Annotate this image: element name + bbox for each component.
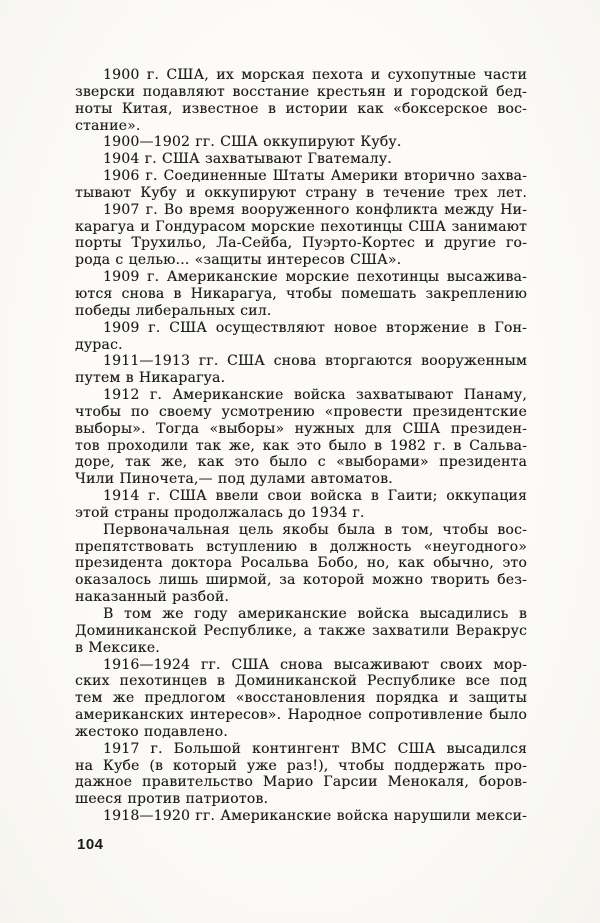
text-line: доре, так же, как это было с «выборами» президента [75, 454, 527, 471]
text-line: Доминиканской Республике, а также захватили Веракрус [75, 622, 527, 639]
text-line: карагуа и Гондурасом морские пехотинцы США занимают [75, 218, 527, 235]
text-line: ются снова в Никарагуа, чтобы помешать закреплению [75, 285, 527, 302]
text-line: 1917 г. Большой контингент ВМС США высадился [103, 740, 527, 757]
text-line: этой страны продолжалась до 1934 г. [75, 504, 365, 521]
text-line: 1906 г. Соединенные Штаты Америки вторично захва- [103, 168, 527, 185]
text-line: путем в Никарагуа. [75, 370, 226, 387]
text-line: 1916—1924 гг. США снова высаживают своих мор- [103, 656, 527, 673]
text-line: стание». [75, 117, 141, 134]
page-text-block [75, 67, 527, 825]
text-line: 1909 г. Американские морские пехотинцы высажива- [103, 269, 527, 286]
text-line: наказанный разбой. [75, 589, 230, 606]
text-line: порты Трухильо, Ла-Сейба, Пуэрто-Кортес и другие го- [75, 235, 527, 252]
text-line: дажное правительство Марио Гарсии Менокаля, боров- [75, 774, 527, 791]
text-line: победы либеральных сил. [75, 302, 272, 319]
text-line: в Мексике. [75, 639, 160, 656]
text-line: 1900 г. США, их морская пехота и сухопутные части [103, 67, 527, 83]
text-line: препятствовать вступлению в должность «неугодного» [75, 538, 527, 555]
text-line: В том же году американские войска высадились в [103, 606, 527, 622]
text-line: Чили Пиночета,— под дулами автоматов. [75, 471, 393, 488]
text-line: президента доктора Росальва Бобо, но, как обычно, это [75, 555, 527, 572]
text-line: выборы». Тогда «выборы» нужных для США президен- [75, 420, 527, 437]
text-line: 1914 г. США ввели свои войска в Гаити; оккупация [103, 488, 527, 505]
text-line: ских пехотинцев в Доминиканской Республике все под [75, 673, 527, 690]
text-line: американских интересов». Народное сопротивление было [75, 707, 527, 724]
text-line: Первоначальная цель якобы была в том, чтобы вос- [103, 521, 527, 538]
text-line: тывают Кубу и оккупируют страну в течение трех лет. [75, 184, 527, 201]
text-line: ноты Китая, известное в истории как «боксерское вос- [75, 100, 527, 117]
text-line: 1912 г. Американские войска захватывают Панаму, [103, 387, 527, 404]
text-line: шееся против патриотов. [75, 791, 269, 808]
text-line: 1911—1913 гг. США снова вторгаются вооруженным [103, 353, 527, 370]
text-line: тов проходили так же, как это было в 1982 г. в Сальва- [75, 437, 527, 454]
text-line: дурас. [75, 336, 123, 353]
text-line: 1918—1920 гг. Американские войска нарушили мекси- [103, 808, 527, 825]
text-line: тем же предлогом «восстановления порядка и защиты [75, 690, 527, 707]
text-line: 1900—1902 гг. США оккупируют Кубу. [103, 134, 402, 151]
page-number: 104 [77, 836, 104, 853]
text-line: 1904 г. США захватывают Гватемалу. [103, 151, 392, 168]
text-line: на Кубе (в который уже раз!), чтобы поддержать про- [75, 757, 527, 774]
text-line: 1909 г. США осуществляют новое вторжение в Гон- [103, 319, 527, 336]
text-line: чтобы по своему усмотрению «провести президентские [75, 403, 527, 420]
text-line: 1907 г. Во время вооруженного конфликта между Ни- [103, 201, 527, 218]
text-line: жестоко подавлено. [75, 723, 228, 740]
text-line: оказалось лишь ширмой, за которой можно творить без- [75, 572, 527, 589]
text-line: рода с целью... «защиты интересов США». [75, 252, 402, 269]
text-line: зверски подавляют восстание крестьян и городской бед- [75, 83, 527, 100]
